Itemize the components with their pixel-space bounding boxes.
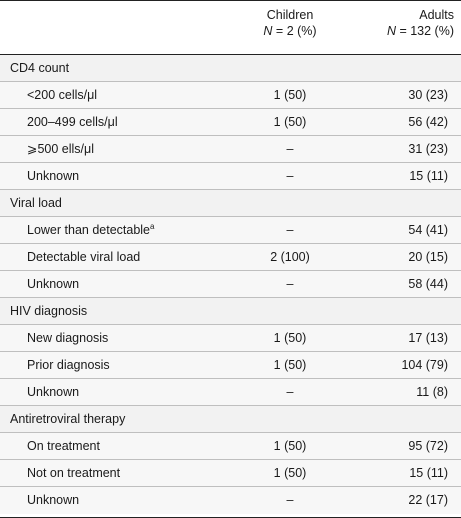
table-row xyxy=(0,487,461,514)
adults-value: 15 (11) xyxy=(409,466,448,480)
table-row xyxy=(0,136,461,163)
header-children xyxy=(230,7,350,39)
header-adults-label: Adults xyxy=(419,8,454,22)
header-children-label: Children xyxy=(266,8,314,22)
children-value: – xyxy=(286,142,294,156)
children-value: 1 (50) xyxy=(273,358,307,372)
table-row xyxy=(0,163,461,190)
header-children-n: N = 2 (%) xyxy=(263,24,317,38)
table-row xyxy=(0,433,461,460)
children-value: 1 (50) xyxy=(273,331,307,345)
table-row xyxy=(0,82,461,109)
adults-value: 56 (42) xyxy=(408,115,448,129)
children-value: 1 (50) xyxy=(273,88,307,102)
table-row xyxy=(0,217,461,244)
adults-value: 22 (17) xyxy=(408,493,448,507)
row-label: 200–499 cells/μl xyxy=(27,115,118,129)
children-value: 1 (50) xyxy=(273,439,307,453)
adults-value: 95 (72) xyxy=(408,439,448,453)
row-label: Unknown xyxy=(27,169,80,183)
row-label: On treatment xyxy=(27,439,100,453)
children-value: 2 (100) xyxy=(270,250,310,264)
section-label: CD4 count xyxy=(10,61,70,75)
section-label: Antiretroviral therapy xyxy=(10,412,126,426)
adults-value: 54 (41) xyxy=(408,223,448,237)
row-label: Lower than detectable$^a$ xyxy=(27,221,155,237)
section-row xyxy=(0,55,461,82)
adults-value: 31 (23) xyxy=(408,142,448,156)
children-value: 1 (50) xyxy=(273,466,307,480)
row-label: Not on treatment xyxy=(27,466,121,480)
row-label: Detectable viral load xyxy=(27,250,141,264)
table-row xyxy=(0,325,461,352)
table-row xyxy=(0,244,461,271)
table-row xyxy=(0,379,461,406)
adults-value: 17 (13) xyxy=(408,331,448,345)
children-value: – xyxy=(286,493,294,507)
adults-value: 11 (8) xyxy=(416,385,448,399)
adults-value: 58 (44) xyxy=(408,277,448,291)
table-row xyxy=(0,460,461,487)
table-row xyxy=(0,271,461,298)
section-row xyxy=(0,406,461,433)
row-label: <200 cells/μl xyxy=(27,88,98,102)
adults-value: 30 (23) xyxy=(408,88,448,102)
adults-value: 104 (79) xyxy=(401,358,448,372)
adults-value: 20 (15) xyxy=(408,250,448,264)
section-row xyxy=(0,298,461,325)
row-label: ⩾500 ells/μl xyxy=(27,142,95,156)
children-value: – xyxy=(286,277,294,291)
children-value: 1 (50) xyxy=(273,115,307,129)
section-label: HIV diagnosis xyxy=(10,304,88,318)
row-label: Unknown xyxy=(27,385,80,399)
footnote-marker: a xyxy=(150,221,155,231)
children-value: – xyxy=(286,169,294,183)
section-label: Viral load xyxy=(10,196,62,210)
section-row xyxy=(0,190,461,217)
adults-value: 15 (11) xyxy=(409,169,448,183)
children-value: – xyxy=(286,223,294,237)
table-row xyxy=(0,109,461,136)
row-label: Unknown xyxy=(27,277,80,291)
row-label: Unknown xyxy=(27,493,80,507)
table-row xyxy=(0,352,461,379)
top-rule xyxy=(0,0,461,1)
header-adults-n: N = 132 (%) xyxy=(386,24,454,38)
children-value: – xyxy=(286,385,294,399)
row-label: Prior diagnosis xyxy=(27,358,110,372)
row-label: New diagnosis xyxy=(27,331,109,345)
header-adults xyxy=(350,7,454,39)
